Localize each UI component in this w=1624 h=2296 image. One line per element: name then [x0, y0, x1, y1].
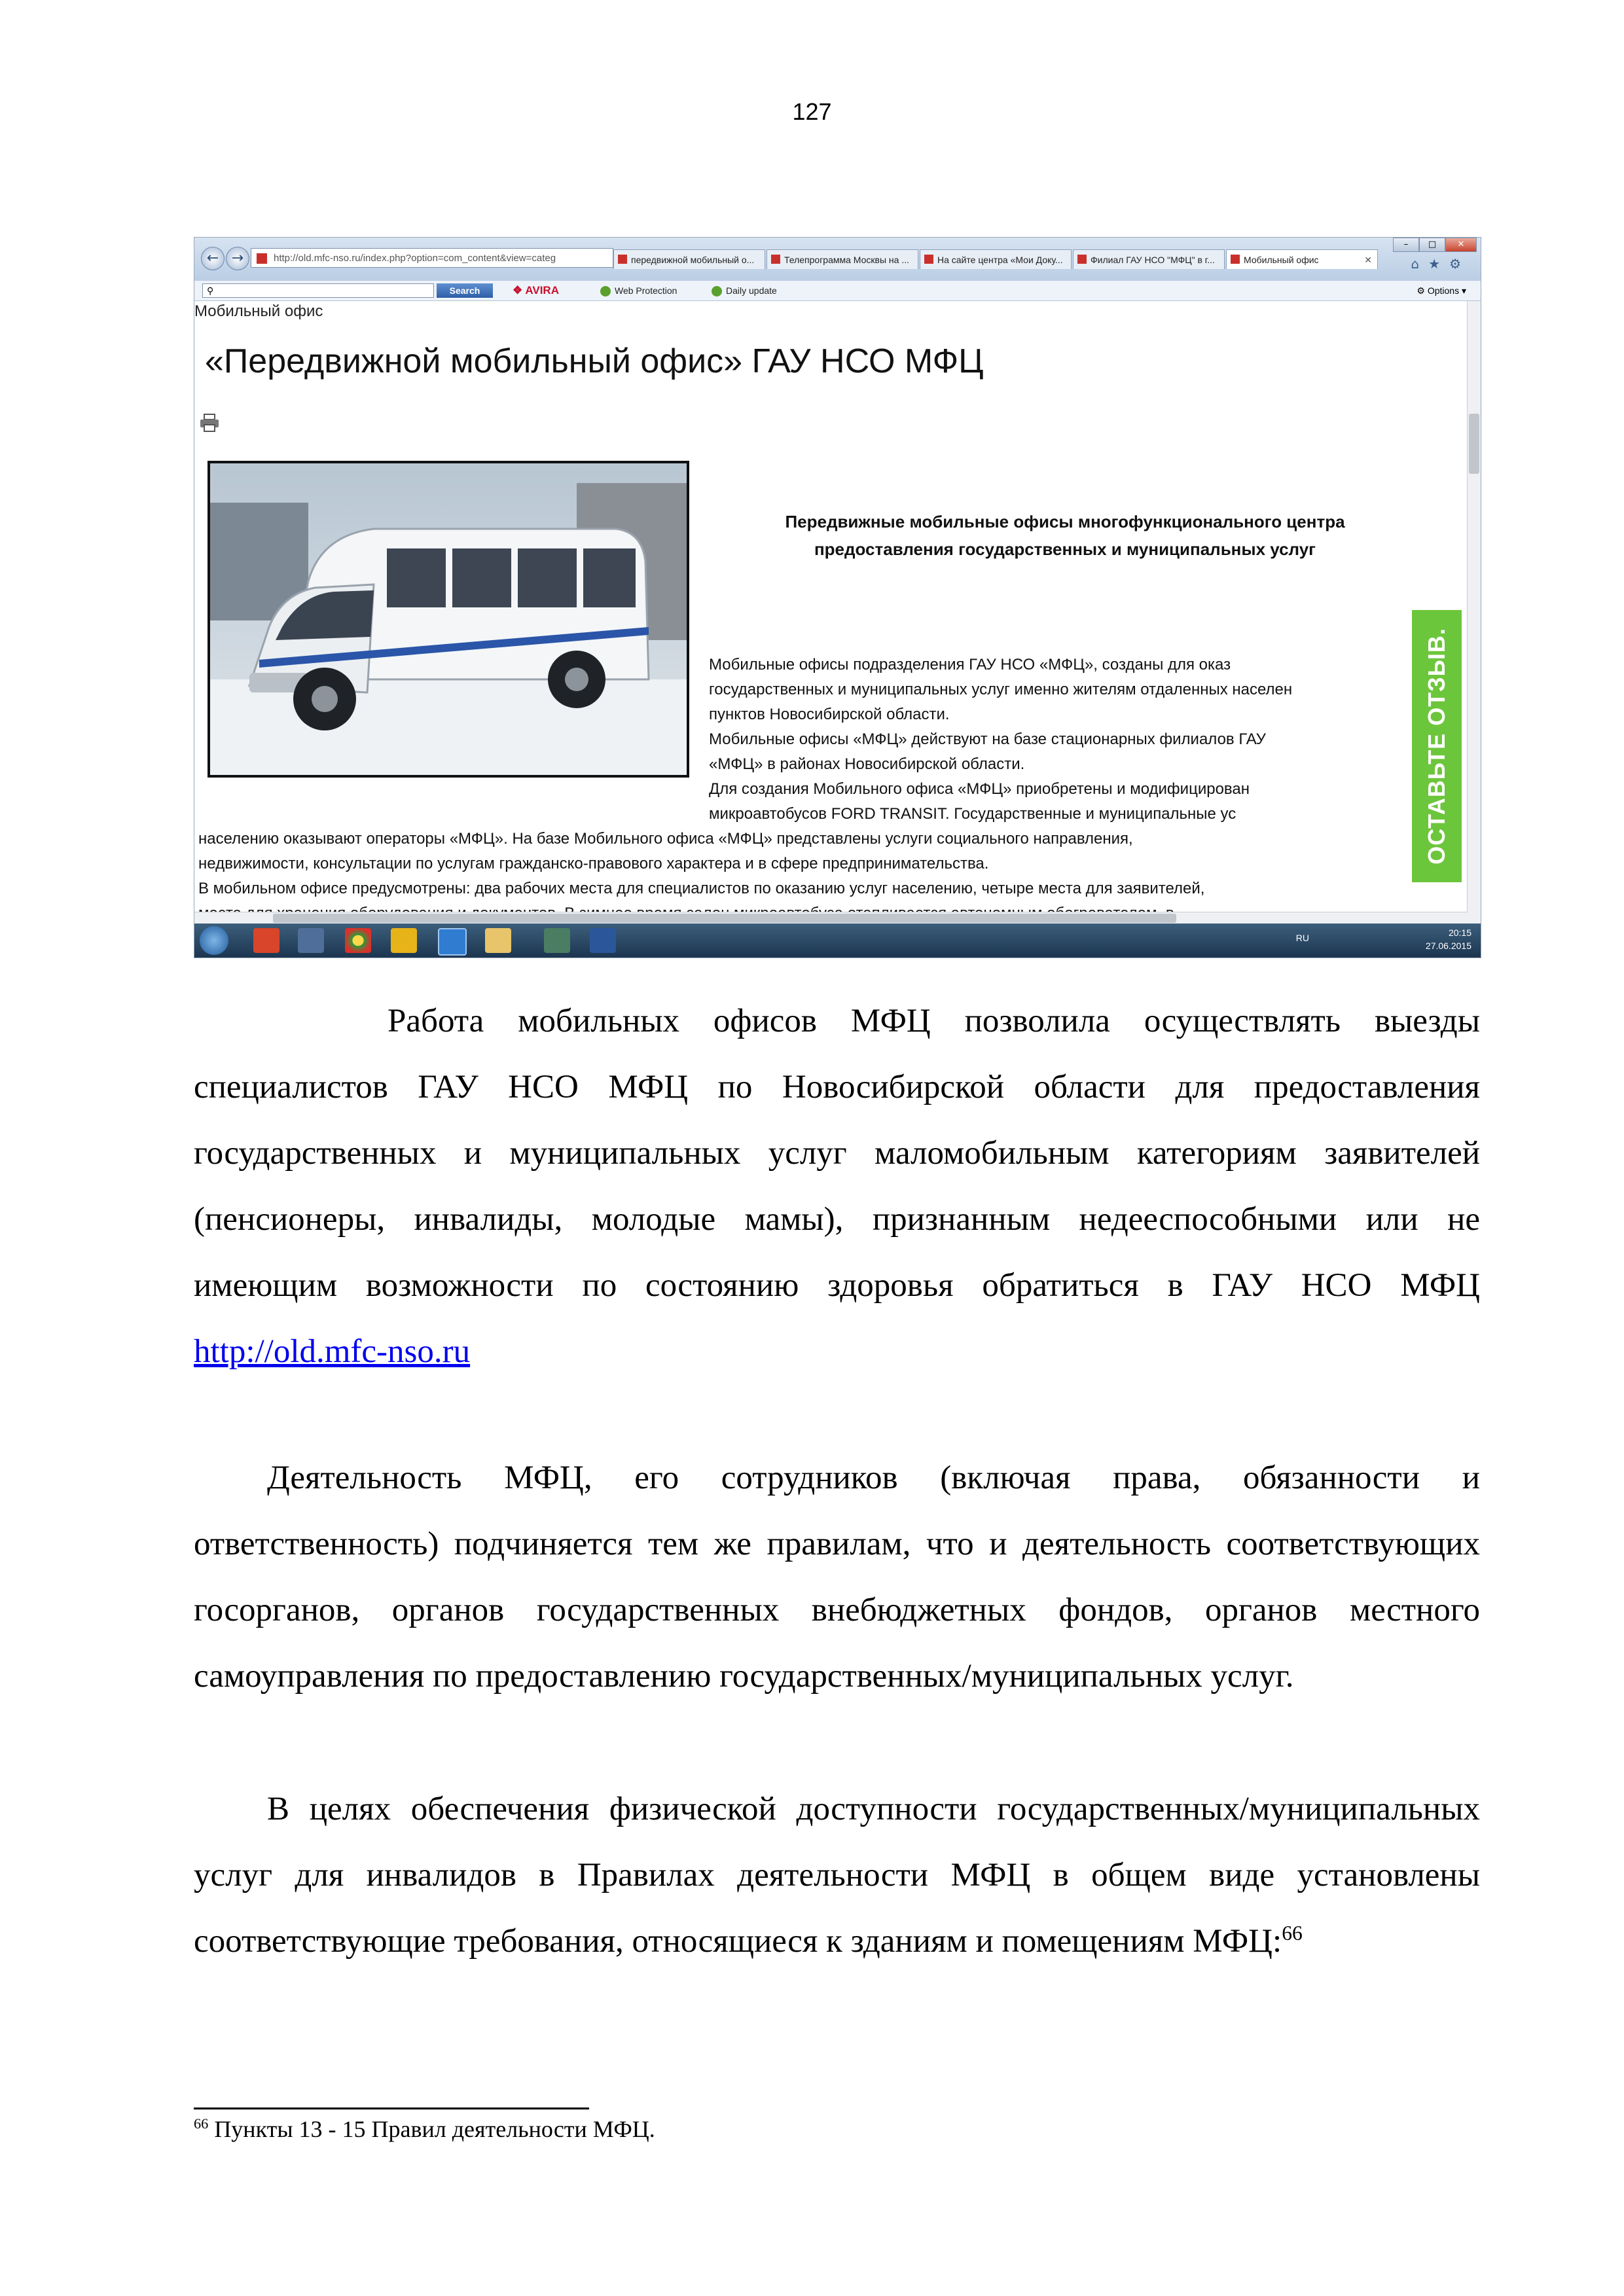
horizontal-scrollbar[interactable] [194, 912, 1468, 924]
tab-favicon-icon [924, 255, 933, 264]
browser-tab[interactable]: Филиал ГАУ НСО "МФЦ" в г... [1073, 249, 1225, 269]
feedback-button[interactable]: ОСТАВЬТЕ ОТЗЫВ. [1412, 610, 1462, 882]
info-text-line: Мобильные офисы «МФЦ» действуют на базе стационарных филиалов ГАУ [709, 730, 1266, 748]
info-text-line: В мобильном офисе предусмотрены: два рабочих места для специалистов по оказанию услуг населению, четыре места для заявителей, [198, 880, 1205, 897]
tab-favicon-icon [618, 255, 627, 264]
page-title: «Передвижной мобильный офис» ГАУ НСО МФЦ [205, 342, 984, 380]
info-text-line: недвижимости, консультации по услугам гражданско-правового характера и в сфере предпринимательства. [198, 855, 989, 872]
web-protection-button[interactable]: Web Protection [600, 283, 677, 298]
footnote-divider [194, 2108, 589, 2109]
paragraph-mobile-offices: Работа мобильных офисов МФЦ позволила осуществлять выезды специалистов ГАУ НСО МФЦ по Новосибирской области для предоставления государственных и муниципальных услуг маломобильным категориям заявителей (пенсионеры, инвалиды, молодые мамы), признанным недееспособными или не имеющим возможности по состоянию здоровья обратиться в ГАУ НСО МФЦ http://old.mfc-nso.ru [194, 1003, 1480, 1370]
browser-tab-active[interactable]: Мобильный офис ✕ [1226, 249, 1378, 269]
avira-icon: ❖ [513, 284, 523, 296]
info-text-line: государственных и муниципальных услуг именно жителям отдаленных населен [709, 681, 1293, 698]
office-app-icon[interactable] [253, 928, 280, 953]
browser-tool-icons [1411, 256, 1470, 272]
chrome-icon[interactable] [345, 928, 371, 953]
network-app-icon[interactable] [544, 928, 570, 953]
info-text-line: Мобильные офисы подразделения ГАУ НСО «МФЦ», созданы для оказ [709, 656, 1231, 673]
mfc-site-link[interactable]: http://old.mfc-nso.ru [194, 1333, 471, 1370]
paragraph-activity: Деятельность МФЦ, его сотрудников (включая права, обязанности и ответственность) подчиняется тем же правилам, что и деятельность соответствующих госорганов, органов государственных внебюджетных фондов, органов местного самоуправления по предоставлению государственных/муниципальных услуг. [194, 1460, 1480, 1695]
paragraph-accessibility: В целях обеспечения физической доступности государственных/муниципальных услуг для инвалидов в Правилах деятельности МФЦ в общем виде установлены соответствующие требования, относящиеся к зданиям и помещениям МФЦ:$^{66}$ [194, 1791, 1480, 1960]
footnote-reference[interactable]: 66 [1282, 1922, 1303, 1945]
media-player-icon[interactable] [298, 928, 324, 953]
avira-toolbar [194, 281, 1481, 301]
system-clock[interactable]: 20:15 27.06.2015 [1425, 927, 1471, 951]
browser-screenshot [194, 237, 1481, 958]
browser-tab[interactable]: передвижной мобильный о... [613, 249, 765, 269]
word-icon[interactable] [590, 928, 616, 953]
footnote-text: Пункты 13 - 15 Правил деятельности МФЦ. [214, 2116, 655, 2142]
scrollbar-thumb[interactable] [273, 914, 1176, 923]
check-icon [712, 286, 722, 296]
search-icon: ⚲ [207, 286, 214, 296]
tab-favicon-icon [1231, 255, 1240, 264]
windows-taskbar [194, 924, 1481, 958]
browser-tab[interactable]: На сайте центра «Мои Доку... [920, 249, 1072, 269]
browser-tab[interactable]: Телепрограмма Москвы на ... [767, 249, 918, 269]
printer-icon[interactable] [200, 414, 219, 432]
minibus-image [210, 463, 687, 775]
info-text-line: «МФЦ» в районах Новосибирской области. [709, 755, 1025, 773]
tab-favicon-icon [771, 255, 780, 264]
info-text-line: Для создания Мобильного офиса «МФЦ» приобретены и модифицирован [709, 780, 1250, 798]
gear-icon: ⚙ [1416, 285, 1425, 296]
home-icon[interactable]: ⌂ [1411, 256, 1429, 272]
toolbar-search-button[interactable]: Search [437, 283, 493, 298]
info-text-line: микроавтобусов FORD TRANSIT. Государственные и муниципальные ус [709, 805, 1236, 823]
internet-explorer-icon[interactable] [438, 928, 467, 956]
info-text-line: населению оказывают операторы «МФЦ». На базе Мобильного офиса «МФЦ» представлены услуги социального направления, [198, 830, 1133, 848]
address-bar[interactable] [251, 248, 613, 268]
start-button-icon[interactable] [200, 926, 228, 955]
site-favicon-icon [257, 253, 267, 264]
close-window-icon[interactable]: ✕ [1445, 238, 1477, 252]
favorites-star-icon[interactable]: ★ [1428, 256, 1450, 272]
close-tab-icon[interactable]: ✕ [1364, 255, 1372, 265]
toolbar-search-input[interactable] [202, 283, 434, 298]
page-number: 127 [792, 98, 832, 125]
avira-logo[interactable]: ❖ AVIRA [513, 284, 559, 296]
address-text: http://old.mfc-nso.ru/index.php?option=com_content&view=categ [274, 253, 556, 264]
back-arrow-icon[interactable]: ← [201, 247, 225, 270]
breadcrumb: Мобильный офис [194, 302, 323, 320]
options-button[interactable]: ⚙ Options ▾ [1416, 285, 1466, 296]
daily-update-button[interactable]: Daily update [712, 283, 777, 298]
footnote-number: 66 [194, 2115, 209, 2132]
tab-favicon-icon [1077, 255, 1087, 264]
footnote [194, 2115, 655, 2143]
vertical-scrollbar[interactable] [1467, 301, 1481, 929]
minibus-photo [208, 461, 689, 778]
web-page-content [194, 301, 1468, 929]
gear-icon[interactable]: ⚙ [1449, 256, 1470, 272]
minimize-icon[interactable]: – [1393, 238, 1419, 252]
info-text-line: пунктов Новосибирской области. [709, 706, 950, 723]
shield-icon [600, 286, 611, 296]
language-indicator[interactable]: RU [1295, 933, 1309, 943]
info-heading: Передвижные мобильные офисы многофункционального центра предоставления государственных и муниципальных услуг [785, 512, 1345, 559]
app-icon[interactable] [391, 928, 417, 953]
forward-arrow-icon[interactable]: → [226, 247, 249, 270]
browser-titlebar [194, 238, 1481, 281]
maximize-icon[interactable]: □ [1419, 238, 1445, 252]
folder-icon[interactable] [485, 928, 511, 953]
window-controls [1393, 238, 1477, 252]
scrollbar-thumb[interactable] [1469, 414, 1479, 474]
